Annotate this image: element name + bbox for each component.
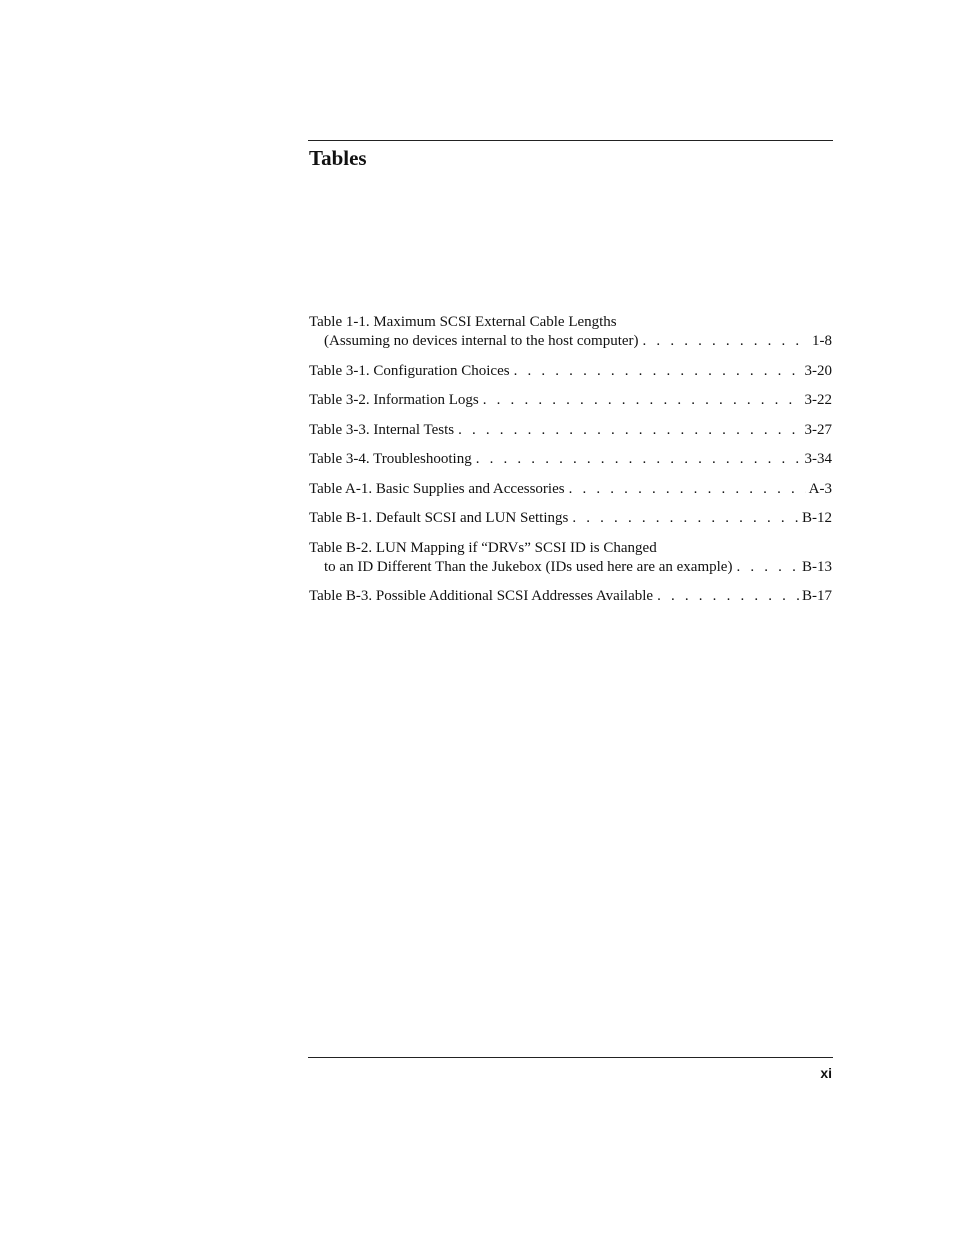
toc-entry-title-line (309, 362, 832, 381)
toc-entry-table-3-4[interactable] (309, 450, 832, 469)
toc-entry-title-line (309, 313, 832, 332)
toc-entry-title-line (309, 450, 832, 469)
toc-entry-title: Table B-2. LUN Mapping if “DRVs” SCSI ID is Changed (309, 539, 657, 556)
toc-entry-title: Table 3-2. Information Logs (309, 392, 479, 408)
dot-leader (569, 480, 806, 499)
toc-entry-table-3-3[interactable] (309, 421, 832, 440)
toc-entry-title: Table 3-3. Internal Tests (309, 421, 455, 438)
toc-entry-page-number: 3-34 (804, 451, 832, 467)
table-of-tables (309, 313, 832, 606)
toc-entry-table-b-1[interactable] (309, 509, 832, 528)
toc-entry-title-line (309, 539, 832, 558)
dot-leader (458, 421, 801, 440)
toc-entry-continuation-line (309, 558, 832, 577)
toc-entry-table-a-1[interactable] (309, 480, 832, 499)
top-rule (308, 140, 833, 141)
toc-entry-title-line (309, 480, 832, 499)
page-number: xi (820, 1065, 832, 1081)
toc-entry-title: Table 3-4. Troubleshooting (309, 451, 472, 467)
toc-entry-continuation-line (309, 332, 832, 351)
toc-entry-page-number: B-17 (802, 588, 832, 604)
toc-entry-title-line (309, 391, 832, 410)
toc-entry-table-3-2[interactable] (309, 391, 832, 410)
toc-entry-title-continued: to an ID Different Than the Jukebox (IDs used here are an example) (324, 558, 733, 575)
toc-entry-title-line (309, 587, 832, 606)
toc-entry-table-1-1[interactable] (309, 313, 832, 351)
toc-entry-title: Table B-1. Default SCSI and LUN Settings (309, 510, 569, 526)
toc-entry-title: Table 3-1. Configuration Choices (309, 362, 510, 379)
toc-entry-title-line (309, 421, 832, 440)
toc-entry-table-b-2[interactable] (309, 539, 832, 577)
footer-rule (308, 1057, 833, 1058)
toc-entry-table-3-1[interactable] (309, 362, 832, 381)
toc-entry-page-number: B-13 (802, 558, 832, 575)
toc-entry-page-number: 3-27 (804, 421, 832, 438)
toc-entry-page-number: 1-8 (812, 333, 832, 349)
dot-leader (643, 332, 809, 351)
dot-leader (736, 558, 799, 577)
toc-entry-title: Table A-1. Basic Supplies and Accessories (309, 480, 565, 497)
toc-entry-table-b-3[interactable] (309, 587, 832, 606)
toc-entry-title: Table B-3. Possible Additional SCSI Addresses Available (309, 588, 654, 604)
page-title: Tables (309, 146, 367, 170)
toc-entry-page-number: 3-22 (804, 392, 832, 408)
toc-entry-page-number: 3-20 (804, 362, 832, 379)
dot-leader (572, 509, 799, 528)
dot-leader (476, 450, 802, 469)
toc-entry-page-number: A-3 (808, 480, 832, 497)
toc-entry-page-number: B-12 (802, 510, 832, 526)
dot-leader (657, 587, 799, 606)
dot-leader (483, 391, 802, 410)
toc-entry-title: Table 1-1. Maximum SCSI External Cable Lengths (309, 314, 617, 330)
toc-entry-title-continued: (Assuming no devices internal to the host computer) (324, 333, 639, 349)
toc-entry-title-line (309, 509, 832, 528)
dot-leader (514, 362, 802, 381)
